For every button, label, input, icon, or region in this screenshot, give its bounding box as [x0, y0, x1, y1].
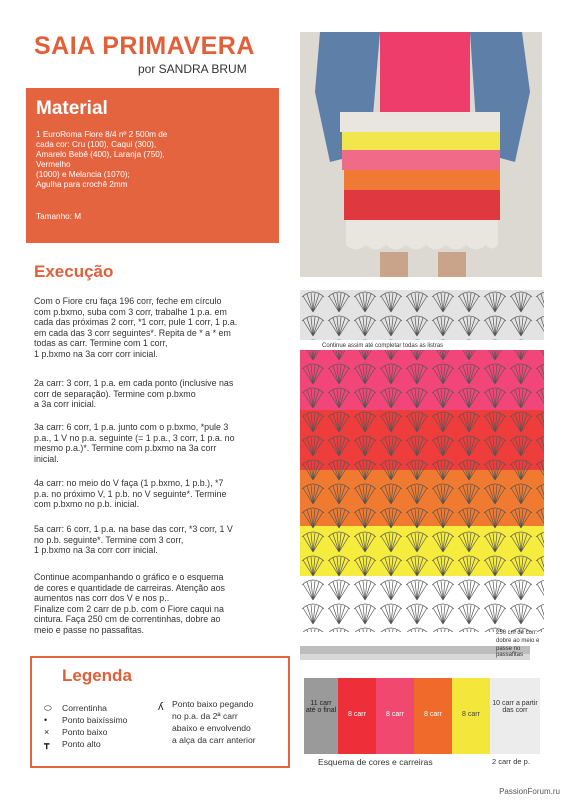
scheme-bottom-note: 2 carr de p. [492, 757, 530, 766]
chart-note: Continue assim até completar todas as listras [322, 343, 444, 349]
legend-label: Ponto baixo [62, 727, 108, 737]
material-line: (1000) e Melancia (1070); [36, 170, 130, 179]
chart-side-note: passe no passafitas [496, 646, 524, 658]
legend-special-line: a alça da carr anterior [172, 735, 256, 745]
instruction-paragraph: 2a carr: 3 corr, 1 p.a. em cada ponto (inclusive nas corr de separação). Termine com p.bxmo a 3a corr inicial. [34, 378, 234, 410]
chart-side-note: 250 cm de corr: [496, 630, 538, 636]
instruction-paragraph: Com o Fiore cru faça 196 corr, feche em círculo com p.bxmo, suba com 3 corr, trabalhe 1 p.a. em cada das próximas 2 corr, *1 corr, pule 1 corr, 1 p.a. em cada das 3 corr seguintes*. Repita de * a * em todas as carr. Termine com 1 corr, 1 p.bxmo na 3a corr corr inicial. [34, 296, 238, 359]
crochet-chart [300, 290, 544, 668]
legend-special-line: abaixo e envolvendo [172, 723, 251, 733]
scheme-label: 8 carr [424, 711, 442, 718]
special-stitch-icon: ʎ [158, 701, 164, 713]
scheme-stripe [304, 678, 338, 754]
instruction-paragraph: 3a carr: 6 corr, 1 p.a. junto com o p.bxmo, *pule 3 p.a., 1 V no p.a. seguinte (= 1 p.a., 3 corr, 1 p.a. no mesmo p.a.)*. Termine com p.bxmo na 3a corr inicial. [34, 422, 235, 464]
material-size: Tamanho: M [36, 212, 82, 221]
scheme-caption: Esquema de cores e carreiras [318, 757, 433, 767]
instruction-paragraph: 4a carr: no meio do V faça (1 p.bxmo, 1 p.b.), *7 p.a. no próximo V, 1 p.b. no V seguinte*. Termine com p.bxmo no p.b. inicial. [34, 478, 227, 510]
double-crochet-icon: ┳ [44, 739, 50, 749]
instruction-paragraph: Continue acompanhando o gráfico e o esquema de cores e quantidade de carreiras. Atenção aos aumentos nas corr dos V e nos p.. Finalize com 2 carr de p.b. com o Fiore caqui na cintura. Faça 250 cm de correntinhas, dobre ao meio e passe no passafitas. [34, 572, 225, 635]
scheme-label: 11 carr até o final [305, 700, 337, 714]
chain-stitch-icon: ⬭ [44, 703, 52, 713]
slip-stitch-icon: • [44, 715, 48, 725]
material-line: Agulha para crochê 2mm [36, 180, 128, 189]
legend-label: Ponto baixíssimo [62, 715, 128, 725]
material-line: Amarelo Bebê (400), Laranja (750), [36, 150, 165, 159]
page-title: SAIA PRIMAVERA [34, 32, 255, 60]
chart-side-note: dobre ao meio e [496, 638, 540, 644]
skirt-photo [300, 32, 542, 277]
scheme-label: 10 carr a partir das corr [492, 700, 538, 714]
legend-label: Ponto alto [62, 739, 101, 749]
legend-special-line: no p.a. da 2ª carr [172, 711, 238, 721]
author-byline: por SANDRA BRUM [138, 62, 247, 76]
execution-heading: Execução [34, 262, 114, 281]
material-box [26, 88, 279, 243]
material-heading: Material [36, 98, 108, 119]
watermark: PassionForum.ru [499, 787, 560, 796]
color-scheme [304, 678, 540, 754]
scheme-label: 8 carr [386, 711, 404, 718]
legend-special-line: Ponto baixo pegando [172, 699, 254, 709]
scheme-stripe [490, 678, 540, 754]
scheme-label: 8 carr [462, 711, 480, 718]
instruction-paragraph: 5a carr: 6 corr, 1 p.a. na base das corr, *3 corr, 1 V no p.b. seguinte*. Termine com 3 corr, 1 p.bxmo na 3a corr corr inicial. [34, 524, 233, 556]
material-line: Vermelho [36, 160, 71, 169]
legend-heading: Legenda [62, 666, 132, 685]
legend-label: Correntinha [62, 703, 107, 713]
scheme-label: 8 carr [348, 711, 366, 718]
single-crochet-icon: × [44, 727, 50, 737]
material-line: cada cor: Cru (100), Caqui (300), [36, 140, 157, 149]
material-line: 1 EuroRoma Fiore 8/4 nº 2 500m de [36, 130, 168, 139]
